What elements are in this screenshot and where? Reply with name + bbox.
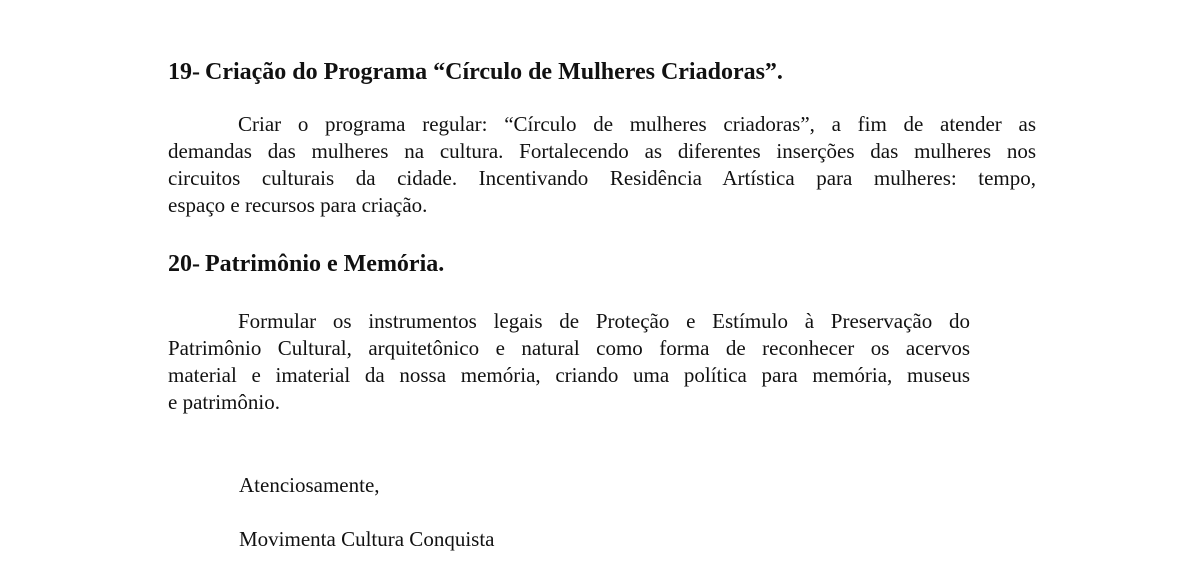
paragraph-line: e patrimônio. xyxy=(168,390,280,414)
section-paragraph-20 xyxy=(168,308,970,416)
section-title: Criação do Programa “Círculo de Mulheres Criadoras”. xyxy=(205,59,783,85)
section-title: Patrimônio e Memória. xyxy=(205,251,445,277)
section-heading-20 xyxy=(168,249,444,279)
paragraph-line: circuitos culturais da cidade. Incentivando Residência Artística para mulheres: tempo, xyxy=(168,166,1036,190)
paragraph-line: Formular os instrumentos legais de Proteção e Estímulo à Preservação do xyxy=(238,309,970,333)
paragraph-line: Criar o programa regular: “Círculo de mulheres criadoras”, a fim de atender as xyxy=(238,112,1036,136)
section-number: 20- xyxy=(168,251,200,277)
paragraph-line: espaço e recursos para criação. xyxy=(168,193,428,217)
signature-line: Movimenta Cultura Conquista xyxy=(239,527,495,551)
paragraph-line: demandas das mulheres na cultura. Fortalecendo as diferentes inserções das mulheres nos xyxy=(168,139,1036,163)
closing-salutation: Atenciosamente, xyxy=(239,473,380,497)
section-paragraph-19 xyxy=(168,111,1036,219)
section-number: 19- xyxy=(168,59,200,85)
paragraph-line: Patrimônio Cultural, arquitetônico e natural como forma de reconhecer os acervos xyxy=(168,336,970,360)
paragraph-line: material e imaterial da nossa memória, criando uma política para memória, museus xyxy=(168,363,970,387)
section-heading-19 xyxy=(168,57,783,87)
